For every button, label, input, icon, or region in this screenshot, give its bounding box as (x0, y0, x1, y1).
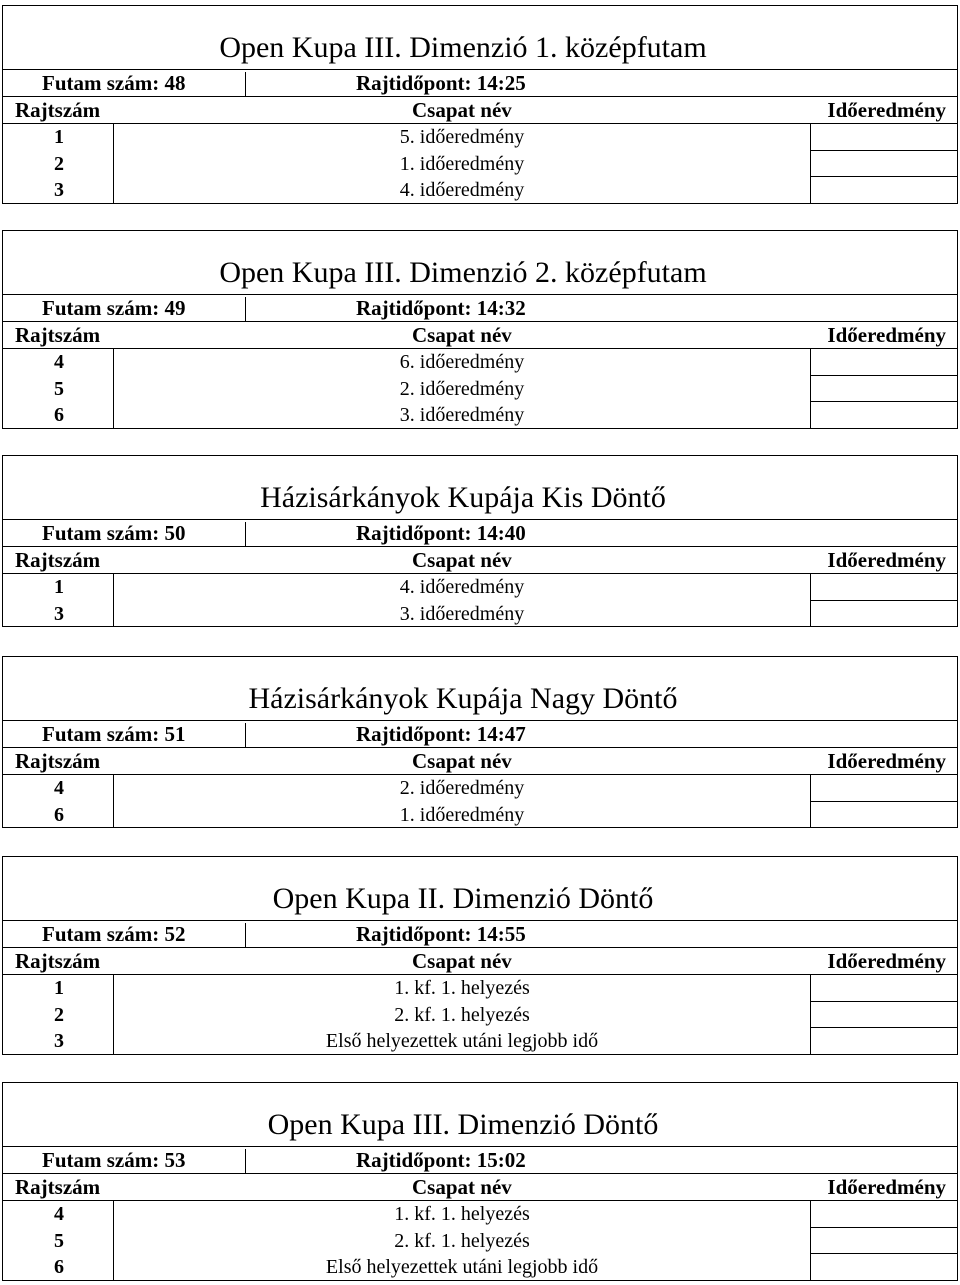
table-bottom-rule (2, 827, 958, 828)
table-header (2, 547, 958, 574)
bib-number: 1 (54, 576, 64, 598)
result-cell (810, 975, 811, 1002)
start-time-value: 14:32 (476, 296, 526, 320)
result-cell (810, 1201, 811, 1228)
race-number-value: 50 (164, 521, 186, 545)
table-right-border (957, 295, 958, 429)
race-number (42, 921, 185, 948)
table-right-border (957, 721, 958, 828)
race-number-value: 49 (164, 296, 186, 320)
race-info-row (2, 721, 958, 748)
team-name: 4. időeredmény (399, 576, 525, 598)
start-time (356, 1147, 526, 1174)
bib-number: 5 (54, 377, 64, 400)
table-row (2, 177, 958, 204)
col-header-result: Időeredmény (827, 98, 946, 122)
bib-number: 6 (54, 404, 64, 426)
col-header-team: Csapat név (412, 98, 512, 122)
table-right-border (957, 520, 958, 627)
table-right-border (957, 70, 958, 204)
start-time-label: Rajtidőpont: (356, 521, 472, 545)
race-block (2, 5, 958, 204)
race-title-box (2, 455, 958, 520)
col-header-bib: Rajtszám (15, 949, 101, 973)
bib-number: 2 (54, 152, 64, 175)
col-header-bib: Rajtszám (15, 1175, 101, 1199)
team-name: 2. időeredmény (399, 377, 525, 400)
team-name: Első helyezettek utáni legjobb idő (325, 1030, 599, 1052)
result-cell (810, 1028, 811, 1055)
col-header-result: Időeredmény (827, 749, 946, 773)
team-name: 6. időeredmény (399, 351, 525, 373)
col-header-result: Időeredmény (827, 323, 946, 347)
team-name: 3. időeredmény (399, 404, 525, 426)
start-time-label: Rajtidőpont: (356, 296, 472, 320)
col-header-bib: Rajtszám (15, 323, 101, 347)
race-title: Open Kupa III. Dimenzió 1. középfutam (219, 31, 707, 64)
team-name: 1. időeredmény (399, 803, 525, 826)
start-time (356, 721, 526, 748)
race-block (2, 1082, 958, 1281)
team-name: 1. kf. 1. helyezés (394, 1203, 530, 1225)
result-cell (810, 601, 811, 628)
race-title-box (2, 5, 958, 70)
col-header-team: Csapat név (412, 749, 512, 773)
result-cell (810, 574, 811, 601)
col-header-team: Csapat név (412, 949, 512, 973)
start-time-value: 14:47 (476, 722, 526, 746)
race-block (2, 455, 958, 627)
table-left-border (2, 1147, 3, 1281)
col-header-bib: Rajtszám (15, 548, 101, 572)
result-cell (810, 1254, 811, 1281)
start-time (356, 70, 526, 97)
race-info-row (2, 520, 958, 547)
result-cell (810, 124, 811, 151)
team-name: 3. időeredmény (399, 602, 525, 625)
info-divider (245, 297, 246, 321)
start-time-label: Rajtidőpont: (356, 722, 472, 746)
table-row (2, 975, 958, 1002)
team-name: 4. időeredmény (399, 179, 525, 201)
info-divider (245, 1149, 246, 1173)
team-name: 1. időeredmény (399, 152, 525, 175)
race-number-value: 53 (164, 1148, 186, 1172)
bib-number: 1 (54, 977, 64, 999)
table-row (2, 376, 958, 403)
race-title-box (2, 656, 958, 721)
table-header (2, 948, 958, 975)
table-row (2, 151, 958, 178)
race-title: Open Kupa III. Dimenzió 2. középfutam (219, 256, 707, 289)
table-row (2, 775, 958, 802)
table-row (2, 402, 958, 429)
table-row (2, 802, 958, 829)
start-time (356, 520, 526, 547)
race-info-row (2, 1147, 958, 1174)
result-cell (810, 802, 811, 829)
col-header-result: Időeredmény (827, 548, 946, 572)
race-number (42, 1147, 185, 1174)
table-row (2, 601, 958, 628)
table-right-border (957, 1147, 958, 1281)
table-bottom-rule (2, 428, 958, 429)
info-divider (245, 723, 246, 747)
race-title-box (2, 230, 958, 295)
bib-number: 4 (54, 777, 64, 799)
col-header-result: Időeredmény (827, 949, 946, 973)
race-info-row (2, 295, 958, 322)
table-row (2, 1002, 958, 1029)
race-title: Open Kupa III. Dimenzió Döntő (267, 1108, 659, 1141)
col-header-team: Csapat név (412, 1175, 512, 1199)
team-name: 1. kf. 1. helyezés (394, 977, 530, 999)
result-cell (810, 376, 811, 403)
bib-number: 6 (54, 1256, 64, 1278)
race-number-value: 51 (164, 722, 186, 746)
start-time (356, 921, 526, 948)
bib-number: 1 (54, 126, 64, 148)
table-bottom-rule (2, 203, 958, 204)
col-header-bib: Rajtszám (15, 98, 101, 122)
table-left-border (2, 520, 3, 627)
race-number-label: Futam szám: (42, 1148, 160, 1172)
race-number-label: Futam szám: (42, 922, 160, 946)
table-left-border (2, 70, 3, 204)
result-cell (810, 1228, 811, 1255)
table-row (2, 349, 958, 376)
start-time (356, 295, 526, 322)
table-bottom-rule (2, 626, 958, 627)
start-time-label: Rajtidőpont: (356, 922, 472, 946)
start-time-label: Rajtidőpont: (356, 71, 472, 95)
info-divider (245, 522, 246, 546)
table-bottom-rule (2, 1054, 958, 1055)
race-title: Open Kupa II. Dimenzió Döntő (272, 882, 654, 915)
race-number (42, 70, 185, 97)
result-cell (810, 177, 811, 204)
result-cell (810, 1002, 811, 1029)
table-row (2, 1254, 958, 1281)
race-title-box (2, 856, 958, 921)
table-right-border (957, 921, 958, 1055)
bib-number: 3 (54, 1030, 64, 1052)
race-info-row (2, 70, 958, 97)
race-number-value: 48 (164, 71, 186, 95)
race-number (42, 295, 185, 322)
start-time-value: 14:55 (476, 922, 526, 946)
bib-number: 6 (54, 803, 64, 826)
bib-number: 4 (54, 351, 64, 373)
race-number-value: 52 (164, 922, 186, 946)
table-header (2, 322, 958, 349)
race-number-label: Futam szám: (42, 521, 160, 545)
team-name: 5. időeredmény (399, 126, 525, 148)
start-time-value: 15:02 (476, 1148, 526, 1172)
result-cell (810, 775, 811, 802)
table-row (2, 574, 958, 601)
bib-number: 5 (54, 1229, 64, 1252)
bib-number: 2 (54, 1003, 64, 1026)
result-cell (810, 151, 811, 178)
start-time-label: Rajtidőpont: (356, 1148, 472, 1172)
col-header-result: Időeredmény (827, 1175, 946, 1199)
info-divider (245, 72, 246, 96)
team-name: 2. időeredmény (399, 777, 525, 799)
race-number (42, 520, 185, 547)
info-divider (245, 923, 246, 947)
table-bottom-rule (2, 1280, 958, 1281)
col-header-team: Csapat név (412, 548, 512, 572)
team-name: 2. kf. 1. helyezés (394, 1229, 530, 1252)
table-row (2, 1028, 958, 1055)
race-title: Házisárkányok Kupája Nagy Döntő (248, 682, 678, 715)
table-row (2, 1228, 958, 1255)
table-header (2, 97, 958, 124)
result-cell (810, 402, 811, 429)
race-number-label: Futam szám: (42, 296, 160, 320)
col-header-team: Csapat név (412, 323, 512, 347)
race-number-label: Futam szám: (42, 722, 160, 746)
race-number-label: Futam szám: (42, 71, 160, 95)
bib-number: 3 (54, 602, 64, 625)
table-row (2, 124, 958, 151)
table-left-border (2, 295, 3, 429)
start-time-value: 14:25 (476, 71, 526, 95)
race-block (2, 856, 958, 1055)
race-number (42, 721, 185, 748)
bib-number: 4 (54, 1203, 64, 1225)
table-header (2, 1174, 958, 1201)
bib-number: 3 (54, 179, 64, 201)
race-title-box (2, 1082, 958, 1147)
team-name: Első helyezettek utáni legjobb idő (325, 1256, 599, 1278)
start-time-value: 14:40 (476, 521, 526, 545)
result-cell (810, 349, 811, 376)
table-header (2, 748, 958, 775)
table-row (2, 1201, 958, 1228)
race-block (2, 230, 958, 429)
table-left-border (2, 721, 3, 828)
race-title: Házisárkányok Kupája Kis Döntő (260, 481, 666, 514)
team-name: 2. kf. 1. helyezés (394, 1003, 530, 1026)
col-header-bib: Rajtszám (15, 749, 101, 773)
race-block (2, 656, 958, 828)
race-info-row (2, 921, 958, 948)
table-left-border (2, 921, 3, 1055)
